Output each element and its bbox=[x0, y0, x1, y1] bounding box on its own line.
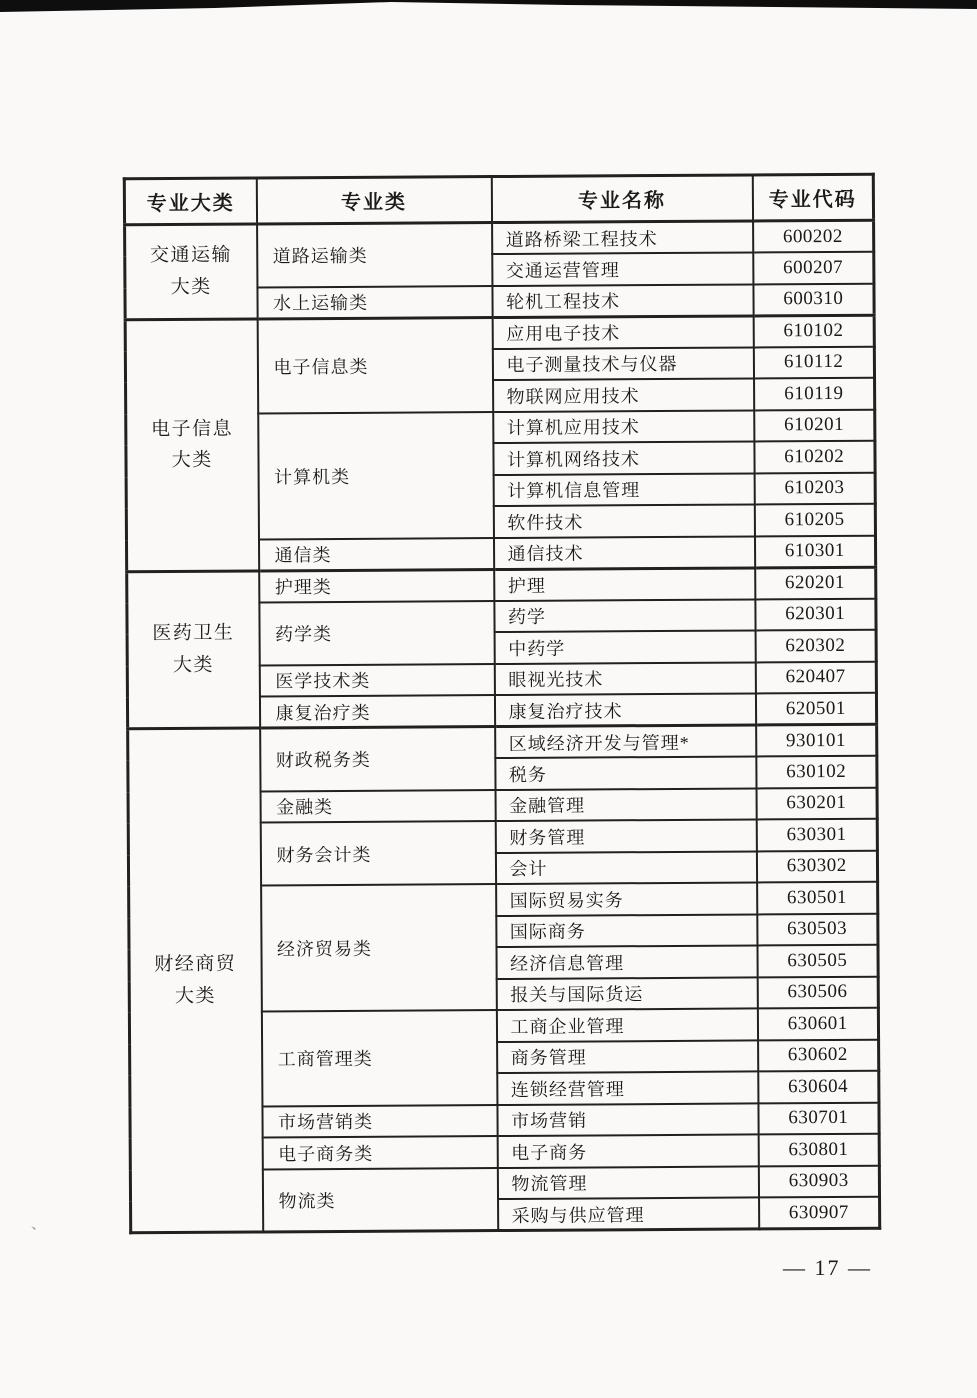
major-name-cell: 连锁经营管理 bbox=[497, 1071, 758, 1104]
major-category-line: 大类 bbox=[171, 449, 213, 472]
major-class-cell: 水上运输类 bbox=[257, 286, 492, 319]
major-code-cell: 610112 bbox=[753, 346, 874, 378]
major-class-cell: 经济贸易类 bbox=[261, 884, 497, 1011]
major-class-cell: 电子商务类 bbox=[262, 1136, 497, 1169]
major-name-cell: 税务 bbox=[495, 756, 756, 789]
major-code-cell: 600207 bbox=[753, 252, 874, 284]
major-name-cell: 经济信息管理 bbox=[496, 945, 757, 978]
major-code-cell: 630302 bbox=[756, 850, 877, 882]
majors-table bbox=[123, 173, 881, 1235]
major-name-cell: 采购与供应管理 bbox=[498, 1197, 759, 1230]
major-code-cell: 930101 bbox=[756, 724, 877, 756]
major-name-cell: 应用电子技术 bbox=[492, 315, 753, 348]
major-category-cell bbox=[125, 224, 258, 319]
major-class-cell: 药学类 bbox=[259, 601, 494, 665]
scan-noise-mark: 、 bbox=[28, 1214, 47, 1234]
major-class-cell: 物流类 bbox=[262, 1168, 497, 1232]
major-code-cell: 630503 bbox=[757, 913, 878, 945]
major-category-line: 大类 bbox=[172, 654, 215, 676]
major-class-cell: 计算机类 bbox=[258, 412, 494, 539]
major-class-cell: 通信类 bbox=[258, 538, 493, 571]
major-code-cell: 630505 bbox=[757, 945, 878, 977]
header-major-code: 专业代码 bbox=[752, 174, 873, 221]
major-code-cell: 610301 bbox=[754, 535, 875, 567]
major-name-cell: 金融管理 bbox=[495, 788, 756, 821]
major-name-cell: 道路桥梁工程技术 bbox=[492, 221, 753, 254]
major-code-cell: 630506 bbox=[757, 976, 878, 1008]
major-name-cell: 国际商务 bbox=[496, 914, 757, 947]
major-code-cell: 620201 bbox=[755, 567, 876, 599]
major-name-cell: 通信技术 bbox=[493, 536, 754, 569]
major-code-cell: 630201 bbox=[756, 787, 877, 819]
major-class-cell: 市场营销类 bbox=[262, 1105, 497, 1138]
major-code-cell: 610203 bbox=[754, 472, 875, 504]
major-code-cell: 630601 bbox=[757, 1008, 878, 1040]
major-name-cell: 计算机应用技术 bbox=[493, 410, 754, 443]
major-name-cell: 商务管理 bbox=[497, 1040, 758, 1073]
major-code-cell: 600310 bbox=[753, 283, 874, 315]
major-class-cell: 道路运输类 bbox=[257, 223, 492, 287]
major-name-cell: 计算机网络技术 bbox=[493, 441, 754, 474]
major-name-cell: 软件技术 bbox=[493, 504, 754, 537]
major-code-cell: 610201 bbox=[754, 409, 875, 441]
major-class-cell: 财务会计类 bbox=[260, 821, 495, 885]
major-category-cell bbox=[125, 318, 259, 571]
major-category-line: 交通运输 bbox=[149, 245, 233, 267]
major-category-line: 电子信息 bbox=[150, 418, 234, 440]
major-name-cell: 电子测量技术与仪器 bbox=[492, 347, 753, 380]
major-name-cell: 区域经济开发与管理* bbox=[495, 725, 756, 758]
major-name-cell: 市场营销 bbox=[497, 1103, 758, 1136]
major-code-cell: 630604 bbox=[758, 1071, 879, 1103]
major-class-cell: 护理类 bbox=[259, 569, 494, 602]
majors-table-wrap bbox=[123, 173, 881, 1235]
major-code-cell: 630907 bbox=[759, 1197, 880, 1229]
major-category-cell bbox=[128, 728, 263, 1233]
major-name-cell: 眼视光技术 bbox=[494, 662, 755, 695]
major-name-cell: 护理 bbox=[494, 567, 755, 600]
major-name-cell: 药学 bbox=[494, 599, 755, 632]
major-class-cell: 财政税务类 bbox=[260, 727, 495, 791]
major-name-cell: 工商企业管理 bbox=[496, 1008, 757, 1041]
major-category-cell bbox=[127, 570, 260, 728]
major-name-cell: 中药学 bbox=[494, 630, 755, 663]
major-class-cell: 电子信息类 bbox=[257, 317, 493, 413]
major-category-line: 医药卫生 bbox=[152, 623, 235, 645]
major-code-cell: 630501 bbox=[757, 882, 878, 914]
major-code-cell: 620501 bbox=[755, 693, 876, 725]
major-code-cell: 630801 bbox=[758, 1134, 879, 1166]
major-name-cell: 会计 bbox=[495, 851, 756, 884]
table-row bbox=[128, 724, 877, 760]
major-category-line: 大类 bbox=[170, 276, 212, 298]
table-row bbox=[125, 315, 874, 351]
major-name-cell: 康复治疗技术 bbox=[494, 693, 755, 726]
major-name-cell: 电子商务 bbox=[497, 1134, 758, 1167]
major-category-line: 财经商贸 bbox=[154, 953, 237, 976]
header-major-category: 专业大类 bbox=[124, 178, 256, 225]
major-name-cell: 报关与国际货运 bbox=[496, 977, 757, 1010]
major-code-cell: 630903 bbox=[758, 1165, 879, 1197]
major-code-cell: 610202 bbox=[754, 441, 875, 473]
major-code-cell: 630602 bbox=[758, 1039, 879, 1071]
major-code-cell: 600202 bbox=[753, 220, 874, 252]
major-code-cell: 630301 bbox=[756, 819, 877, 851]
major-class-cell: 金融类 bbox=[260, 790, 495, 823]
major-code-cell: 620301 bbox=[755, 598, 876, 630]
major-name-cell: 交通运营管理 bbox=[492, 252, 753, 285]
header-major-class: 专业类 bbox=[256, 177, 491, 224]
major-code-cell: 610119 bbox=[754, 378, 875, 410]
major-class-cell: 医学技术类 bbox=[259, 664, 494, 697]
major-code-cell: 630701 bbox=[758, 1102, 879, 1134]
major-name-cell: 计算机信息管理 bbox=[493, 473, 754, 506]
major-name-cell: 物联网应用技术 bbox=[493, 378, 754, 411]
major-class-cell: 康复治疗类 bbox=[259, 695, 494, 728]
table-row bbox=[125, 220, 874, 256]
header-major-name: 专业名称 bbox=[491, 175, 752, 223]
major-code-cell: 630102 bbox=[756, 756, 877, 788]
major-category-line: 大类 bbox=[174, 985, 217, 1007]
major-code-cell: 620407 bbox=[755, 661, 876, 693]
major-name-cell: 物流管理 bbox=[497, 1166, 758, 1199]
table-header-row bbox=[124, 174, 873, 225]
table-row bbox=[127, 567, 876, 603]
major-name-cell: 财务管理 bbox=[495, 819, 756, 852]
scan-edge-artifact bbox=[0, 0, 977, 14]
page-number: — 17 — bbox=[783, 1255, 872, 1280]
major-code-cell: 610205 bbox=[754, 504, 875, 536]
major-class-cell: 工商管理类 bbox=[261, 1010, 497, 1106]
major-name-cell: 国际贸易实务 bbox=[496, 882, 757, 915]
major-code-cell: 620302 bbox=[755, 630, 876, 662]
major-code-cell: 610102 bbox=[753, 315, 874, 347]
major-name-cell: 轮机工程技术 bbox=[492, 284, 753, 317]
